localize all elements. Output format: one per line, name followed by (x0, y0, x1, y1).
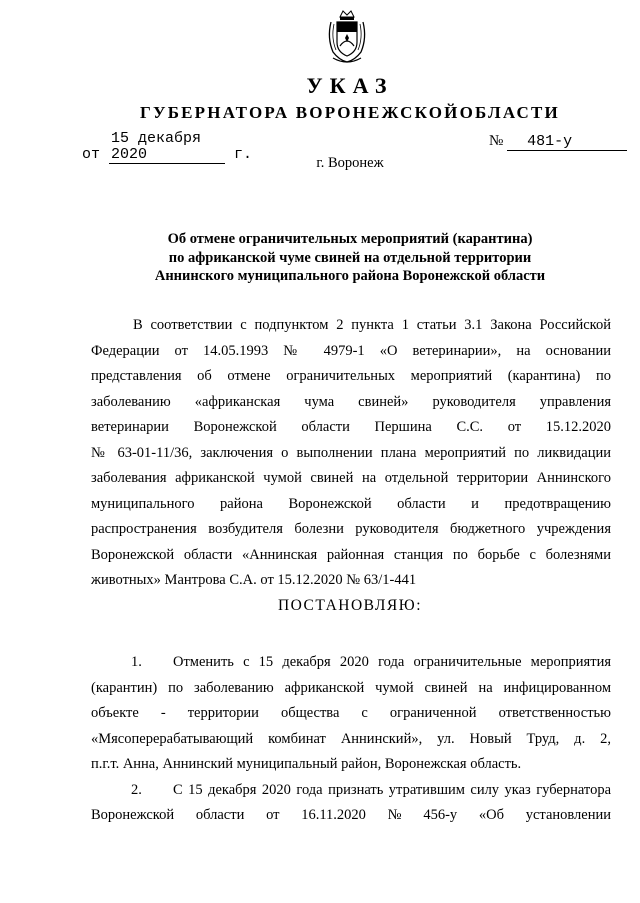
preamble-line: Воронежской области «Аннинская районная станция по борьбе с болезнями (91, 546, 611, 563)
item-line: (карантин) по заболеванию африканской чумой свиней на инфицированном (91, 679, 611, 696)
number-label: № (489, 133, 504, 149)
document-city: г. Воронеж (316, 155, 384, 171)
resolution-heading: ПОСТАНОВЛЯЮ: (277, 597, 423, 614)
item-line: «Мясоперерабатывающий комбинат Аннинский», ул. Новый Труд, д. 2, (91, 730, 611, 747)
document-number (489, 133, 627, 151)
subject-line: Об отмене ограничительных мероприятий (карантина) (167, 231, 533, 247)
coat-of-arms-emblem (325, 8, 369, 64)
preamble-line: В соответствии с подпунктом 2 пункта 1 статьи 3.1 Закона Российской (133, 317, 611, 333)
preamble-line: муниципального района Воронежской области и предотвращению (91, 495, 611, 512)
preamble-line: распространения возбудителя болезни руководителя бюджетного учреждения (91, 521, 611, 537)
document-subtitle: ГУБЕРНАТОРА ВОРОНЕЖСКОЙОБЛАСТИ (140, 103, 560, 122)
preamble-line: представления об отмене ограничительных мероприятий (карантина) по (91, 368, 611, 384)
date-value: 15 декабря 2020 (109, 131, 225, 164)
preamble-line: заболевания африканской чумой свиней на отдельной территории Аннинского (91, 470, 611, 486)
date-suffix: г. (234, 146, 253, 163)
document-subject (0, 230, 640, 286)
preamble-line: животных» Мантрова С.А. от 15.12.2020 № 63/1-441 (91, 572, 417, 588)
subject-line: Аннинского муниципального района Воронежской области (154, 268, 546, 284)
item-number: 2. (131, 781, 142, 798)
item-number: 1. (131, 654, 142, 670)
item-line: 1. Отменить с 15 декабря 2020 года ограничительные мероприятия (91, 650, 611, 676)
preamble-line: № 63-01-11/36, заключения о выполнении плана мероприятий по ликвидации (91, 444, 611, 461)
item-line: объекте - территории общества с ограниченной ответственностью (91, 705, 611, 721)
document-title: УКАЗ (306, 73, 394, 98)
resolution-items (91, 650, 611, 829)
item-line: Воронежской области от 16.11.2020 № 456-у «Об установлении (91, 807, 611, 823)
preamble-line: ветеринарии Воронежской области Першина С.С. от 15.12.2020 (91, 419, 611, 435)
item-line: 2. С 15 декабря 2020 года признать утратившим силу указ губернатора (91, 778, 611, 804)
item-line: п.г.т. Анна, Аннинский муниципальный район, Воронежская область. (91, 756, 522, 772)
preamble-paragraph (91, 313, 611, 594)
preamble-line: заболеванию «африканская чума свиней» руководителя управления (91, 393, 611, 410)
subject-line: по африканской чуме свиней на отдельной территории (168, 249, 532, 266)
preamble-line: Федерации от 14.05.1993 № 4979-1 «О ветеринарии», на основании (91, 342, 611, 359)
number-value: 481-у (507, 134, 627, 151)
date-prefix: от (82, 146, 101, 163)
